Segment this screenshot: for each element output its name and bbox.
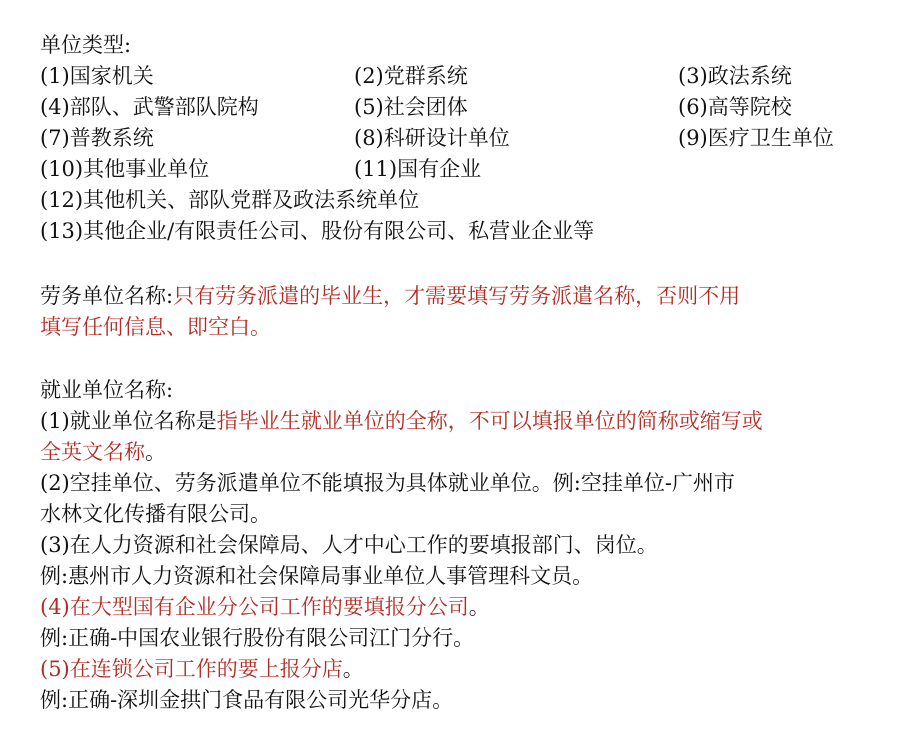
- employer-rule-1: [40, 407, 763, 435]
- unit-type-item-12: (12)其他机关、部队党群及政法系统单位: [40, 188, 420, 212]
- employer-rule-1-cont: [40, 438, 166, 466]
- unit-type-item: (8)科研设计单位: [354, 126, 510, 150]
- unit-type-item: (6)高等院校: [678, 95, 792, 119]
- employer-rule-5: [40, 655, 364, 683]
- unit-type-item: (9)医疗卫生单位: [678, 126, 834, 150]
- unit-types-heading: 单位类型:: [40, 33, 132, 57]
- unit-type-item: (11)国有企业: [354, 157, 482, 181]
- rule-1-highlight-cont: 全英文名称: [40, 440, 145, 464]
- employer-rule-4: [40, 593, 490, 621]
- rule-4-end: 。: [468, 595, 490, 619]
- rule-1-prefix: (1)就业单位名称是: [40, 409, 217, 433]
- rule-1-highlight: 指毕业生就业单位的全称，不可以填报单位的简称或缩写或: [216, 409, 763, 433]
- rule-1-end: 。: [145, 440, 166, 464]
- employer-rule-3-example: 例:惠州市人力资源和社会保障局事业单位人事管理科文员。: [40, 564, 594, 588]
- labor-dispatch-label: 劳务单位名称:: [40, 284, 174, 308]
- employer-rule-5-example: 例:正确-深圳金拱门食品有限公司光华分店。: [40, 688, 454, 712]
- unit-type-item: (3)政法系统: [678, 64, 792, 88]
- employer-rule-2-cont: 水林文化传播有限公司。: [40, 502, 271, 526]
- unit-types-row: [40, 155, 900, 183]
- employer-rule-3: (3)在人力资源和社会保障局、人才中心工作的要填报部门、岗位。: [40, 533, 658, 557]
- unit-type-item: (7)普教系统: [40, 126, 154, 150]
- unit-type-item: (4)部队、武警部队院构: [40, 95, 259, 119]
- labor-dispatch-note-line-2: 填写任何信息、即空白。: [40, 315, 271, 339]
- unit-type-item: (1)国家机关: [40, 64, 154, 88]
- unit-type-item: (2)党群系统: [354, 64, 468, 88]
- labor-dispatch-line-1: [40, 282, 740, 310]
- employer-rule-2: (2)空挂单位、劳务派遣单位不能填报为具体就业单位。例:空挂单位-广州市: [40, 471, 735, 495]
- employer-rule-4-example: 例:正确-中国农业银行股份有限公司江门分行。: [40, 626, 475, 650]
- unit-types-row: [40, 93, 900, 121]
- unit-type-item: (5)社会团体: [354, 95, 468, 119]
- unit-types-row: [40, 124, 900, 152]
- rule-5-highlight: (5)在连锁公司工作的要上报分店: [40, 657, 343, 681]
- labor-dispatch-note: 只有劳务派遣的毕业生，才需要填写劳务派遣名称，否则不用: [173, 284, 741, 308]
- rule-5-end: 。: [342, 657, 364, 681]
- employer-heading: 就业单位名称:: [40, 378, 174, 402]
- unit-types-row: [40, 62, 900, 90]
- rule-4-highlight: (4)在大型国有企业分公司工作的要填报分公司: [40, 595, 469, 619]
- unit-type-item: (10)其他事业单位: [40, 157, 210, 181]
- unit-type-item-13: (13)其他企业/有限责任公司、股份有限公司、私营业企业等: [40, 219, 595, 243]
